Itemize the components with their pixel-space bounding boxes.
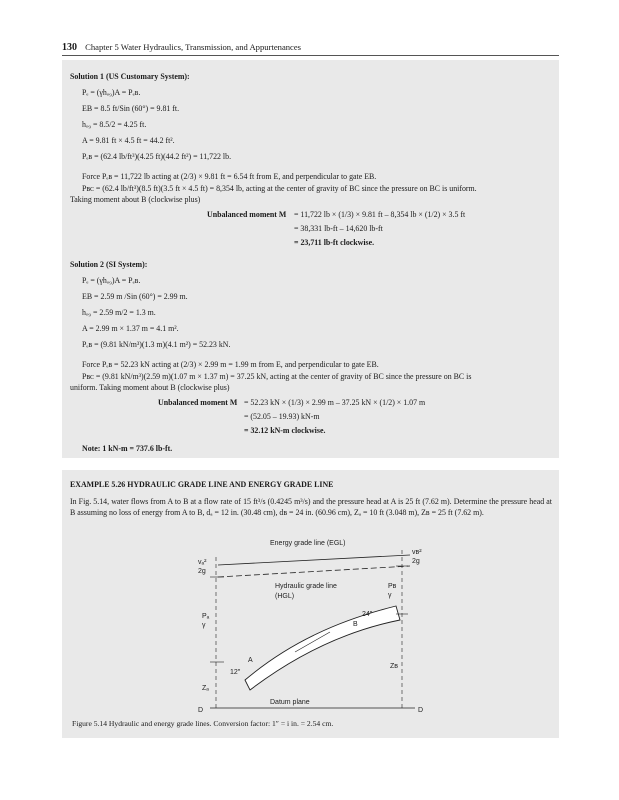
hgl-label: Hydraulic grade line	[275, 583, 337, 590]
page-header	[62, 42, 301, 53]
diameter-b-label: 24″	[362, 611, 373, 618]
solution2-line: Pₑʙ = (9.81 kN/m³)(1.3 m)(4.1 m²) = 52.23 kN.	[82, 340, 231, 349]
solution2-pbc-cont: uniform. Taking moment about B (clockwise plus)	[70, 383, 230, 392]
solution1-title: Solution 1 (US Customary System):	[70, 72, 190, 81]
solution1-line: EB = 8.5 ft/Sin (60°) = 9.81 ft.	[82, 104, 180, 113]
solution1-moment-result: = 23,711 lb-ft clockwise.	[294, 238, 375, 247]
running-title: Chapter 5 Water Hydraulics, Transmission, and Appurtenances	[85, 42, 302, 52]
figure-caption: Figure 5.14 Hydraulic and energy grade lines. Conversion factor: 1″ = i in. = 2.54 cm.	[72, 719, 334, 728]
solution2-line: EB = 2.59 m /Sin (60°) = 2.99 m.	[82, 292, 188, 301]
datum-label: Datum plane	[270, 699, 310, 706]
solution2-title: Solution 2 (SI System):	[70, 260, 148, 269]
vb-label: 2g	[412, 558, 420, 565]
solution1-pbc-cont: Taking moment about B (clockwise plus)	[70, 195, 201, 204]
solution2-line: A = 2.99 m × 1.37 m = 4.1 m².	[82, 324, 179, 333]
page-number: 130	[62, 42, 77, 53]
example-text: In Fig. 5.14, water flows from A to B at a flow rate of 15 ft³/s (0.4245 m³/s) and the pressure head at A is 25 ft (7.62 m). Determine the pressure head at B assuming no loss of energy from A to B, dₐ = 12 in. (30.48 cm), dʙ = 24 in. (60.96 cm), Zₐ = 10 ft (3.048 m), Zʙ = 25 ft (7.62 m).	[70, 497, 552, 517]
solution2-moment-line: = 52.23 kN × (1/3) × 2.99 m – 37.25 kN × (1/2) × 1.07 m	[244, 398, 426, 407]
egl-line	[218, 555, 410, 565]
d-left-label: D	[198, 707, 204, 714]
va-label: vₐ²	[198, 559, 207, 566]
zb-label: Zʙ	[390, 663, 398, 670]
solution2-line: Pₑ = (γhₒ₉)A = Pₑʙ.	[82, 276, 141, 285]
za-label: Zₐ	[202, 685, 209, 692]
vb-label: vʙ²	[412, 549, 422, 556]
solution2-force: Force Pₑʙ = 52.23 kN acting at (2/3) × 2.99 m = 1.99 m from E, and perpendicular to gate EB.	[82, 360, 379, 369]
solution1-force: Force Pₑʙ = 11,722 lb acting at (2/3) × 9.81 ft = 6.54 ft from E, and perpendicular to gate EB.	[82, 172, 377, 181]
va-label: 2g	[198, 568, 206, 575]
solution2-moment-result: = 32.12 kN-m clockwise.	[244, 426, 326, 435]
hgl-line	[218, 566, 410, 577]
figure-diagram	[190, 532, 440, 717]
solution2-moment-label: Unbalanced moment M	[158, 398, 238, 407]
d-right-label: D	[418, 707, 424, 714]
point-b-label: B	[353, 621, 358, 628]
solution1-line: A = 9.81 ft × 4.5 ft = 44.2 ft².	[82, 136, 175, 145]
hgl-label: (HGL)	[275, 593, 295, 600]
diameter-a-label: 12″	[230, 669, 241, 676]
pa-label: Pₐ	[202, 613, 210, 620]
pb-label: γ	[388, 592, 392, 599]
solution-panel	[62, 60, 559, 458]
solution1-moment-label: Unbalanced moment M	[207, 210, 287, 219]
egl-label: Energy grade line (EGL)	[270, 540, 346, 547]
solution2-line: hₒ₉ = 2.59 m/2 = 1.3 m.	[82, 308, 156, 317]
solution2-moment-line: = (52.05 – 19.93) kN-m	[244, 412, 320, 421]
solution1-moment-line: = 11,722 lb × (1/3) × 9.81 ft – 8,354 lb × (1/2) × 3.5 ft	[294, 210, 466, 219]
unit-note: Note: 1 kN-m = 737.6 lb-ft.	[82, 444, 173, 453]
solution1-pbc: Pʙᴄ = (62.4 lb/ft³)(8.5 ft)(3.5 ft × 4.5 ft) = 8,354 lb, acting at the center of gravity of BC since the pressure on BC is uniform.	[82, 184, 477, 193]
solution1-line: hₒ₉ = 8.5/2 = 4.25 ft.	[82, 120, 147, 129]
solution1-line: Pₑʙ = (62.4 lb/ft³)(4.25 ft)(44.2 ft²) = 11,722 lb.	[82, 152, 232, 161]
pb-label: Pʙ	[388, 583, 397, 590]
pipe-shape	[245, 606, 400, 690]
pa-label: γ	[202, 622, 206, 629]
example-title: EXAMPLE 5.26 HYDRAULIC GRADE LINE AND ENERGY GRADE LINE	[70, 480, 334, 489]
solution1-line: Pₑ = (γhₒ₉)A = Pₑʙ.	[82, 88, 141, 97]
solution1-moment-line: = 38,331 lb-ft – 14,620 lb-ft	[294, 224, 383, 233]
point-a-label: A	[248, 657, 253, 664]
solution2-pbc: Pʙᴄ = (9.81 kN/m³)(2.59 m)(1.07 m × 1.37 m) = 37.25 kN, acting at the center of gravity of BC since the pressure on BC is	[82, 372, 472, 381]
header-rule	[62, 55, 559, 56]
